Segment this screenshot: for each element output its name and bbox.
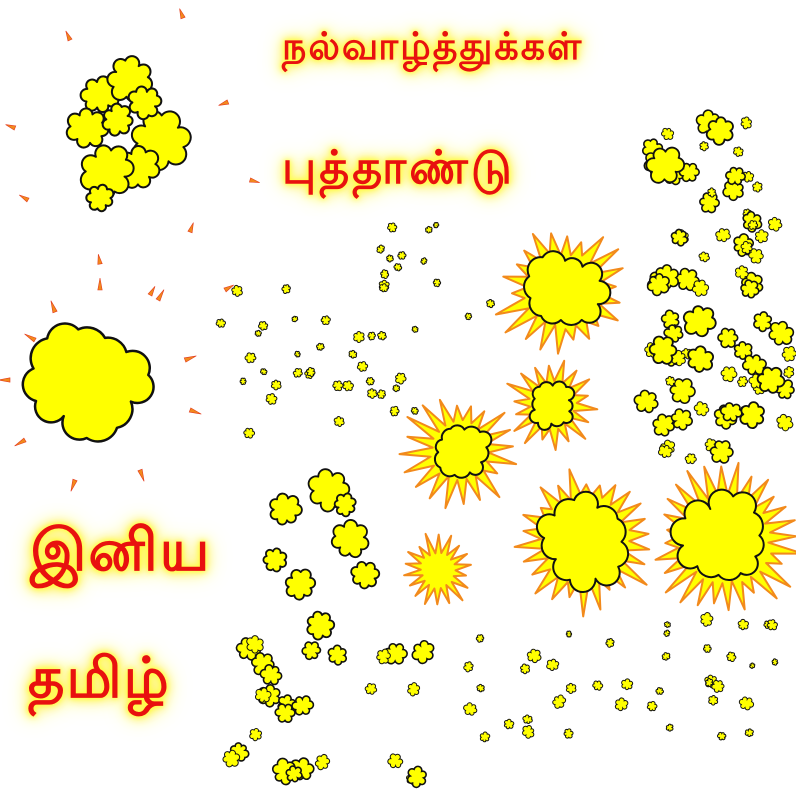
debris-speck bbox=[388, 754, 403, 768]
debris-speck bbox=[523, 715, 532, 723]
debris-speck bbox=[708, 188, 716, 197]
debris-speck bbox=[282, 285, 290, 294]
debris-speck bbox=[685, 454, 696, 464]
debris-speck bbox=[504, 719, 513, 729]
debris-speck bbox=[368, 389, 377, 399]
burst-puff bbox=[332, 520, 369, 557]
spark-streak bbox=[71, 479, 77, 491]
debris-speck bbox=[333, 381, 343, 391]
debris-speck bbox=[433, 279, 440, 286]
debris-speck bbox=[721, 367, 737, 382]
burst-puff bbox=[23, 323, 154, 441]
spark-streak bbox=[189, 408, 201, 414]
burst-puff bbox=[435, 425, 491, 477]
debris-speck bbox=[648, 274, 670, 296]
debris-speck bbox=[396, 373, 406, 384]
debris-speck bbox=[738, 377, 748, 387]
spark-streak bbox=[19, 195, 29, 202]
spark-streak bbox=[0, 378, 10, 382]
debris-speck bbox=[378, 332, 387, 340]
debris-speck bbox=[523, 726, 534, 739]
debris-speck bbox=[772, 659, 778, 665]
spark-streak bbox=[98, 254, 102, 264]
debris-speck bbox=[357, 362, 367, 372]
burst-puff bbox=[67, 108, 109, 147]
burst-puff bbox=[530, 381, 575, 429]
debris-speck bbox=[354, 332, 364, 343]
debris-speck bbox=[716, 229, 731, 242]
burst-puff bbox=[270, 494, 302, 525]
debris-speck bbox=[292, 316, 298, 322]
debris-speck bbox=[216, 319, 225, 327]
debris-speck bbox=[465, 313, 471, 319]
debris-speck bbox=[398, 252, 406, 259]
burst-puff bbox=[351, 562, 379, 589]
debris-speck bbox=[328, 645, 346, 665]
debris-speck bbox=[377, 390, 385, 398]
spark-streak bbox=[15, 438, 27, 446]
debris-speck bbox=[393, 385, 399, 392]
debris-speck bbox=[750, 663, 755, 668]
debris-speck bbox=[426, 226, 432, 233]
debris-speck bbox=[317, 343, 325, 350]
burst-puff bbox=[740, 402, 764, 428]
debris-speck bbox=[259, 322, 268, 331]
debris-speck bbox=[692, 280, 708, 296]
spark-streak bbox=[51, 301, 57, 313]
debris-speck bbox=[739, 697, 753, 710]
debris-speck bbox=[699, 252, 709, 262]
debris-speck bbox=[334, 417, 344, 427]
debris-speck bbox=[782, 347, 796, 362]
debris-speck bbox=[566, 631, 571, 637]
burst-puff bbox=[286, 570, 315, 600]
debris-speck bbox=[247, 636, 263, 653]
burst-puff bbox=[684, 306, 716, 336]
debris-speck bbox=[622, 679, 633, 690]
debris-speck bbox=[476, 635, 483, 643]
debris-speck bbox=[726, 168, 745, 185]
debris-speck bbox=[527, 649, 541, 662]
debris-speck bbox=[755, 230, 768, 243]
debris-speck bbox=[701, 613, 713, 627]
spark-streak bbox=[66, 31, 72, 41]
debris-speck bbox=[553, 695, 566, 708]
debris-speck bbox=[671, 229, 687, 245]
debris-speck bbox=[244, 428, 255, 438]
debris-speck bbox=[408, 683, 420, 696]
spark-streak bbox=[138, 469, 144, 481]
debris-speck bbox=[477, 684, 484, 691]
debris-speck bbox=[727, 652, 736, 661]
greeting-line-tamil: தமிழ் bbox=[28, 646, 171, 711]
debris-speck bbox=[664, 622, 670, 628]
debris-speck bbox=[368, 332, 375, 340]
greeting-line-iniya: இனிய bbox=[30, 516, 212, 584]
debris-speck bbox=[748, 221, 757, 230]
debris-speck bbox=[302, 642, 320, 659]
debris-speck bbox=[704, 645, 712, 653]
spark-streak bbox=[98, 278, 102, 290]
debris-speck bbox=[260, 369, 266, 375]
debris-speck bbox=[662, 128, 674, 139]
debris-speck bbox=[656, 688, 664, 695]
explosion-star bbox=[404, 534, 471, 604]
debris-speck bbox=[315, 754, 329, 769]
debris-speck bbox=[734, 147, 744, 156]
debris-speck bbox=[464, 703, 477, 715]
debris-speck bbox=[547, 659, 559, 670]
spark-streak bbox=[6, 125, 16, 131]
spark-streak bbox=[180, 9, 186, 19]
debris-speck bbox=[777, 414, 793, 431]
debris-speck bbox=[700, 142, 708, 151]
debris-speck bbox=[718, 328, 738, 347]
debris-speck bbox=[694, 402, 709, 416]
greeting-line-nalvazhthukkal: நல்வாழ்த்துக்கள் bbox=[282, 24, 584, 68]
debris-speck bbox=[666, 377, 676, 386]
debris-speck bbox=[250, 728, 262, 740]
debris-speck bbox=[487, 299, 495, 307]
debris-speck bbox=[381, 270, 389, 279]
debris-speck bbox=[717, 732, 725, 739]
debris-speck bbox=[709, 696, 718, 706]
spark-streak bbox=[25, 334, 36, 342]
debris-speck bbox=[634, 390, 657, 412]
spark-streak bbox=[156, 290, 164, 302]
debris-speck bbox=[566, 683, 576, 693]
burst-puff bbox=[688, 346, 713, 372]
spark-streak bbox=[188, 223, 194, 233]
debris-speck bbox=[666, 724, 673, 731]
debris-speck bbox=[412, 641, 433, 664]
debris-speck bbox=[662, 653, 670, 661]
debris-speck bbox=[387, 255, 394, 262]
debris-speck bbox=[421, 258, 427, 265]
debris-speck bbox=[735, 266, 748, 279]
debris-speck bbox=[295, 351, 300, 357]
debris-speck bbox=[275, 704, 295, 722]
debris-speck bbox=[307, 367, 315, 376]
debris-speck bbox=[321, 316, 330, 325]
debris-speck bbox=[464, 662, 473, 672]
debris-speck bbox=[390, 406, 399, 415]
debris-speck bbox=[271, 380, 281, 390]
debris-speck bbox=[349, 350, 357, 358]
spark-streak bbox=[219, 100, 229, 106]
debris-speck bbox=[293, 369, 302, 378]
debris-speck bbox=[784, 366, 794, 377]
debris-speck bbox=[672, 409, 693, 430]
debris-speck bbox=[240, 378, 246, 384]
debris-speck bbox=[255, 330, 261, 336]
debris-speck bbox=[664, 630, 670, 636]
burst-puff bbox=[263, 548, 286, 571]
burst-puff bbox=[86, 185, 113, 212]
debris-speck bbox=[412, 326, 418, 332]
burst-puff bbox=[129, 86, 162, 119]
debris-speck bbox=[768, 217, 781, 231]
debris-speck bbox=[753, 182, 762, 192]
debris-speck bbox=[738, 619, 748, 629]
burst-puff bbox=[650, 337, 677, 364]
debris-speck bbox=[754, 312, 771, 332]
debris-speck bbox=[433, 222, 438, 227]
burst-puff bbox=[671, 490, 764, 580]
debris-speck bbox=[712, 680, 724, 692]
spark-streak bbox=[184, 356, 196, 362]
debris-speck bbox=[480, 732, 489, 742]
debris-speck bbox=[245, 353, 256, 363]
debris-speck bbox=[615, 698, 627, 711]
debris-speck bbox=[769, 322, 793, 345]
spark-streak bbox=[249, 178, 259, 183]
debris-speck bbox=[741, 117, 751, 129]
debris-speck bbox=[394, 264, 402, 271]
debris-speck bbox=[366, 378, 374, 385]
greeting-line-puthandu: புத்தாண்டு bbox=[282, 140, 515, 194]
debris-speck bbox=[343, 381, 354, 391]
debris-speck bbox=[647, 701, 657, 710]
burst-puff bbox=[707, 117, 733, 145]
debris-speck bbox=[408, 766, 427, 787]
debris-speck bbox=[745, 729, 753, 737]
debris-speck bbox=[365, 684, 376, 695]
debris-speck bbox=[767, 620, 777, 630]
debris-speck bbox=[606, 639, 614, 648]
debris-speck bbox=[411, 408, 418, 415]
debris-speck bbox=[700, 193, 719, 212]
debris-speck bbox=[521, 664, 530, 674]
burst-puff bbox=[335, 493, 356, 516]
spark-streak bbox=[148, 286, 155, 296]
debris-speck bbox=[593, 681, 603, 690]
debris-speck bbox=[388, 223, 397, 232]
debris-speck bbox=[377, 649, 391, 664]
debris-speck bbox=[564, 729, 573, 738]
debris-speck bbox=[266, 394, 277, 405]
debris-speck bbox=[377, 245, 384, 253]
debris-speck bbox=[232, 285, 243, 296]
burst-puff bbox=[307, 612, 334, 640]
